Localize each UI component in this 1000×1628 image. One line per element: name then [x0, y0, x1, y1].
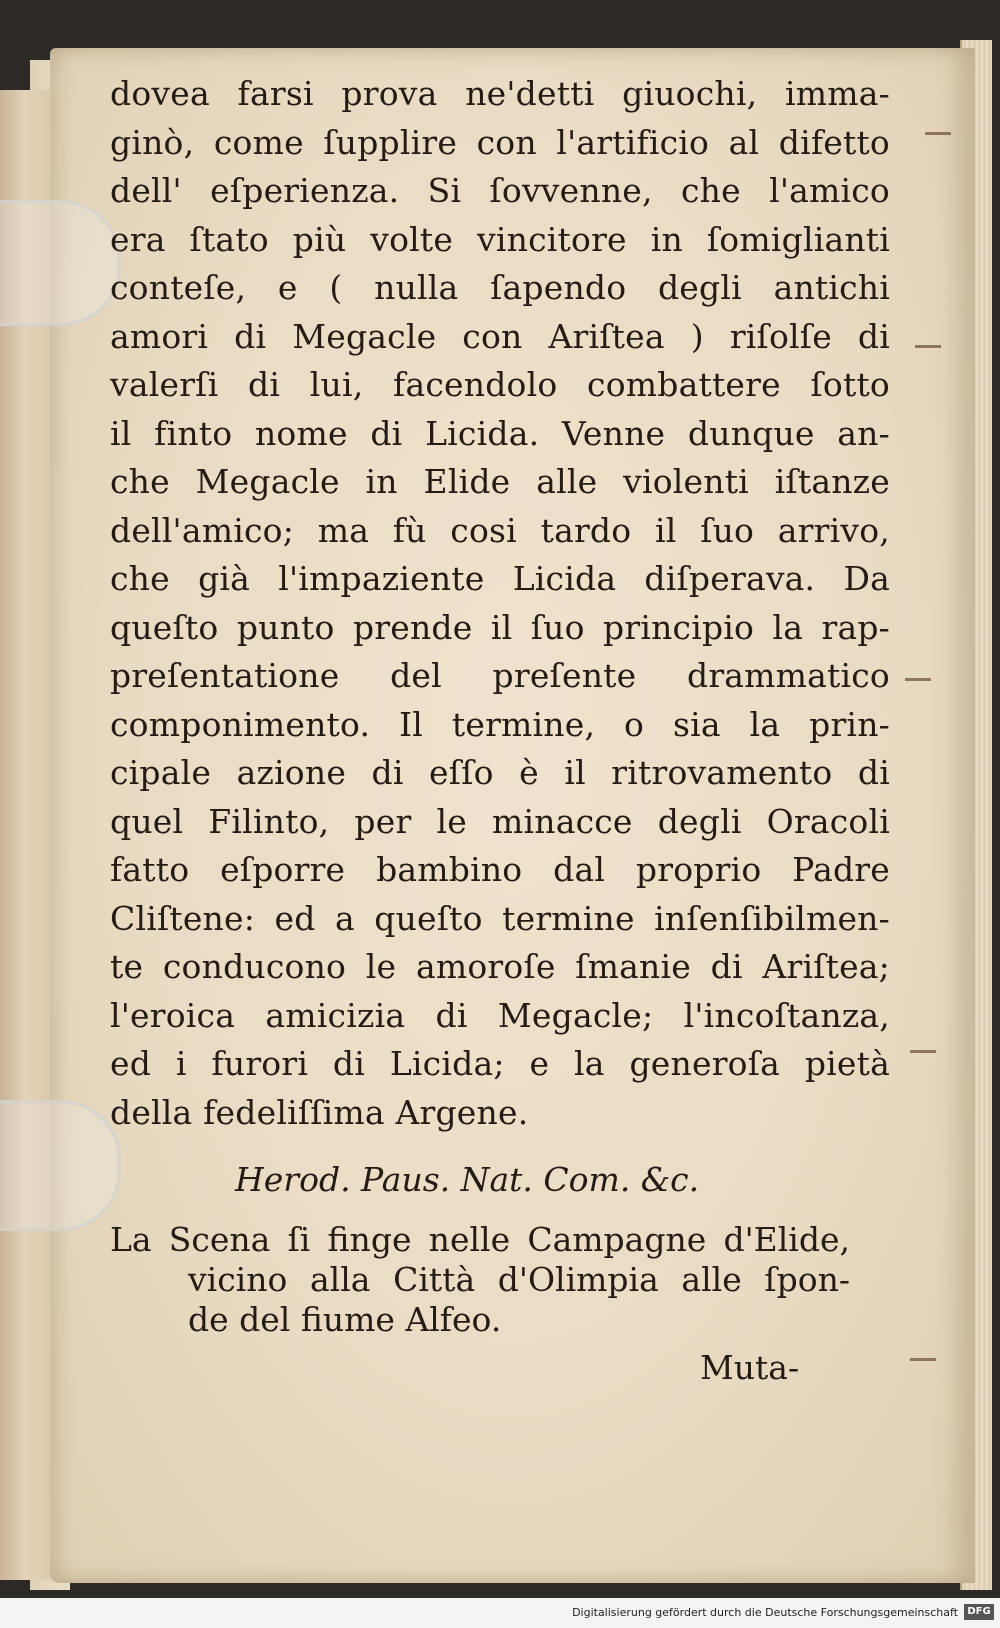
scene-line: La Scena ſi finge nelle Campagne d'Elide, [110, 1220, 850, 1259]
text-line: era ſtato più volte vincitore in ſomiglianti [110, 219, 890, 259]
text-line: ginò, come ſupplire con l'artificio al difetto [110, 122, 890, 162]
footer-credit: Digitalisierung gefördert durch die Deutsche Forschungsgemeinschaft [572, 1606, 958, 1619]
text-line: dell'amico; ma fù cosi tardo il ſuo arrivo, [110, 510, 890, 550]
text-line: fatto eſporre bambino dal proprio Padre [110, 850, 890, 889]
page-edge-mark [910, 1050, 936, 1053]
page-edge-mark [925, 132, 951, 135]
page-clip-bottom [0, 1100, 121, 1231]
text-line: che Megacle in Elide alle violenti iſtanze [110, 462, 890, 501]
page-edge-mark [915, 345, 941, 348]
scene-line: de del fiume Alfeo. [188, 1300, 502, 1339]
text-line: componimento. Il termine, o sia la prin- [110, 704, 890, 744]
text-line: il finto nome di Licida. Venne dunque an- [110, 413, 890, 453]
text-line: dell' eſperienza. Si ſovvenne, che l'amico [110, 171, 890, 210]
text-line: quel Filinto, per le minacce degli Oracoli [110, 801, 890, 841]
page-clip-top [0, 200, 121, 326]
text-line: te conducono le amoroſe ſmanie di Ariſtea; [110, 947, 890, 986]
text-line: della fedeliſſima Argene. [110, 1092, 529, 1132]
text-line: l'eroica amicizia di Megacle; l'incoſtanza, [110, 995, 890, 1035]
text-line: che già l'impaziente Licida diſperava. Da [110, 559, 890, 598]
catchword: Muta- [700, 1348, 800, 1387]
text-line: queſto punto prende il ſuo principio la rap- [110, 607, 890, 647]
body-text [110, 70, 890, 1137]
text-line: preſentatione del preſente drammatico [110, 656, 890, 695]
text-line: Cliſtene: ed a queſto termine inſenſibilmen- [110, 898, 890, 938]
text-line: amori di Megacle con Ariſtea ) riſolſe di [110, 316, 890, 356]
text-line: dovea farsi prova ne'detti giuochi, imma- [110, 74, 890, 113]
source-citation: Herod. Paus. Nat. Com. &c. [235, 1160, 700, 1199]
scene-description [110, 1220, 850, 1340]
text-line: ed i furori di Licida; e la generoſa pietà [110, 1044, 890, 1083]
text-line: cipale azione di eſſo è il ritrovamento di [110, 753, 890, 792]
page-edge-mark [910, 1358, 936, 1361]
digitization-footer [0, 1598, 1000, 1628]
text-line: conteſe, e ( nulla ſapendo degli antichi [110, 268, 890, 307]
text-line: valerſi di lui, facendolo combattere ſotto [110, 365, 890, 404]
page-edge-mark [905, 678, 931, 681]
scene-line: vicino alla Città d'Olimpia alle ſpon- [188, 1260, 850, 1299]
dfg-logo: DFG [964, 1604, 994, 1620]
